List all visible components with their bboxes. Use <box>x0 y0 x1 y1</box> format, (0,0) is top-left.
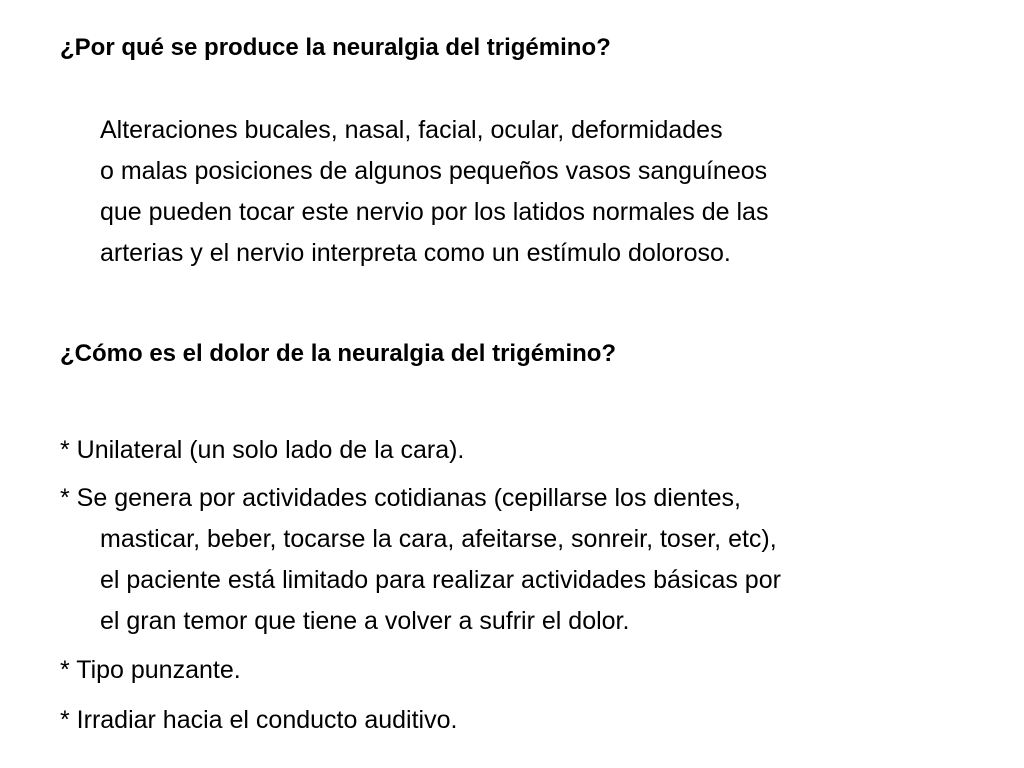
bullet-irradiar: * Irradiar hacia el conducto auditivo. <box>60 706 458 734</box>
answer-line: Alteraciones bucales, nasal, facial, ocular, deformidades <box>100 116 723 144</box>
heading-how: ¿Cómo es el dolor de la neuralgia del trigémino? <box>60 340 617 367</box>
bullet-line: masticar, beber, tocarse la cara, afeitarse, sonreir, toser, etc), <box>100 525 777 553</box>
bullet-line: * Se genera por actividades cotidianas (cepillarse los dientes, <box>60 484 741 512</box>
bullet-tipo: * Tipo punzante. <box>60 656 241 684</box>
answer-line: arterias y el nervio interpreta como un estímulo doloroso. <box>100 239 731 267</box>
bullet-line: el gran temor que tiene a volver a sufrir el dolor. <box>100 607 630 635</box>
answer-line: o malas posiciones de algunos pequeños vasos sanguíneos <box>100 157 768 185</box>
answer-paragraph <box>60 110 960 274</box>
bullet-unilateral: * Unilateral (un solo lado de la cara). <box>60 436 465 464</box>
heading-why: ¿Por qué se produce la neuralgia del trigémino? <box>60 34 611 61</box>
bullet-activities <box>60 478 960 642</box>
bullet-line: el paciente está limitado para realizar actividades básicas por <box>100 566 781 594</box>
answer-line: que pueden tocar este nervio por los latidos normales de las <box>100 198 769 226</box>
